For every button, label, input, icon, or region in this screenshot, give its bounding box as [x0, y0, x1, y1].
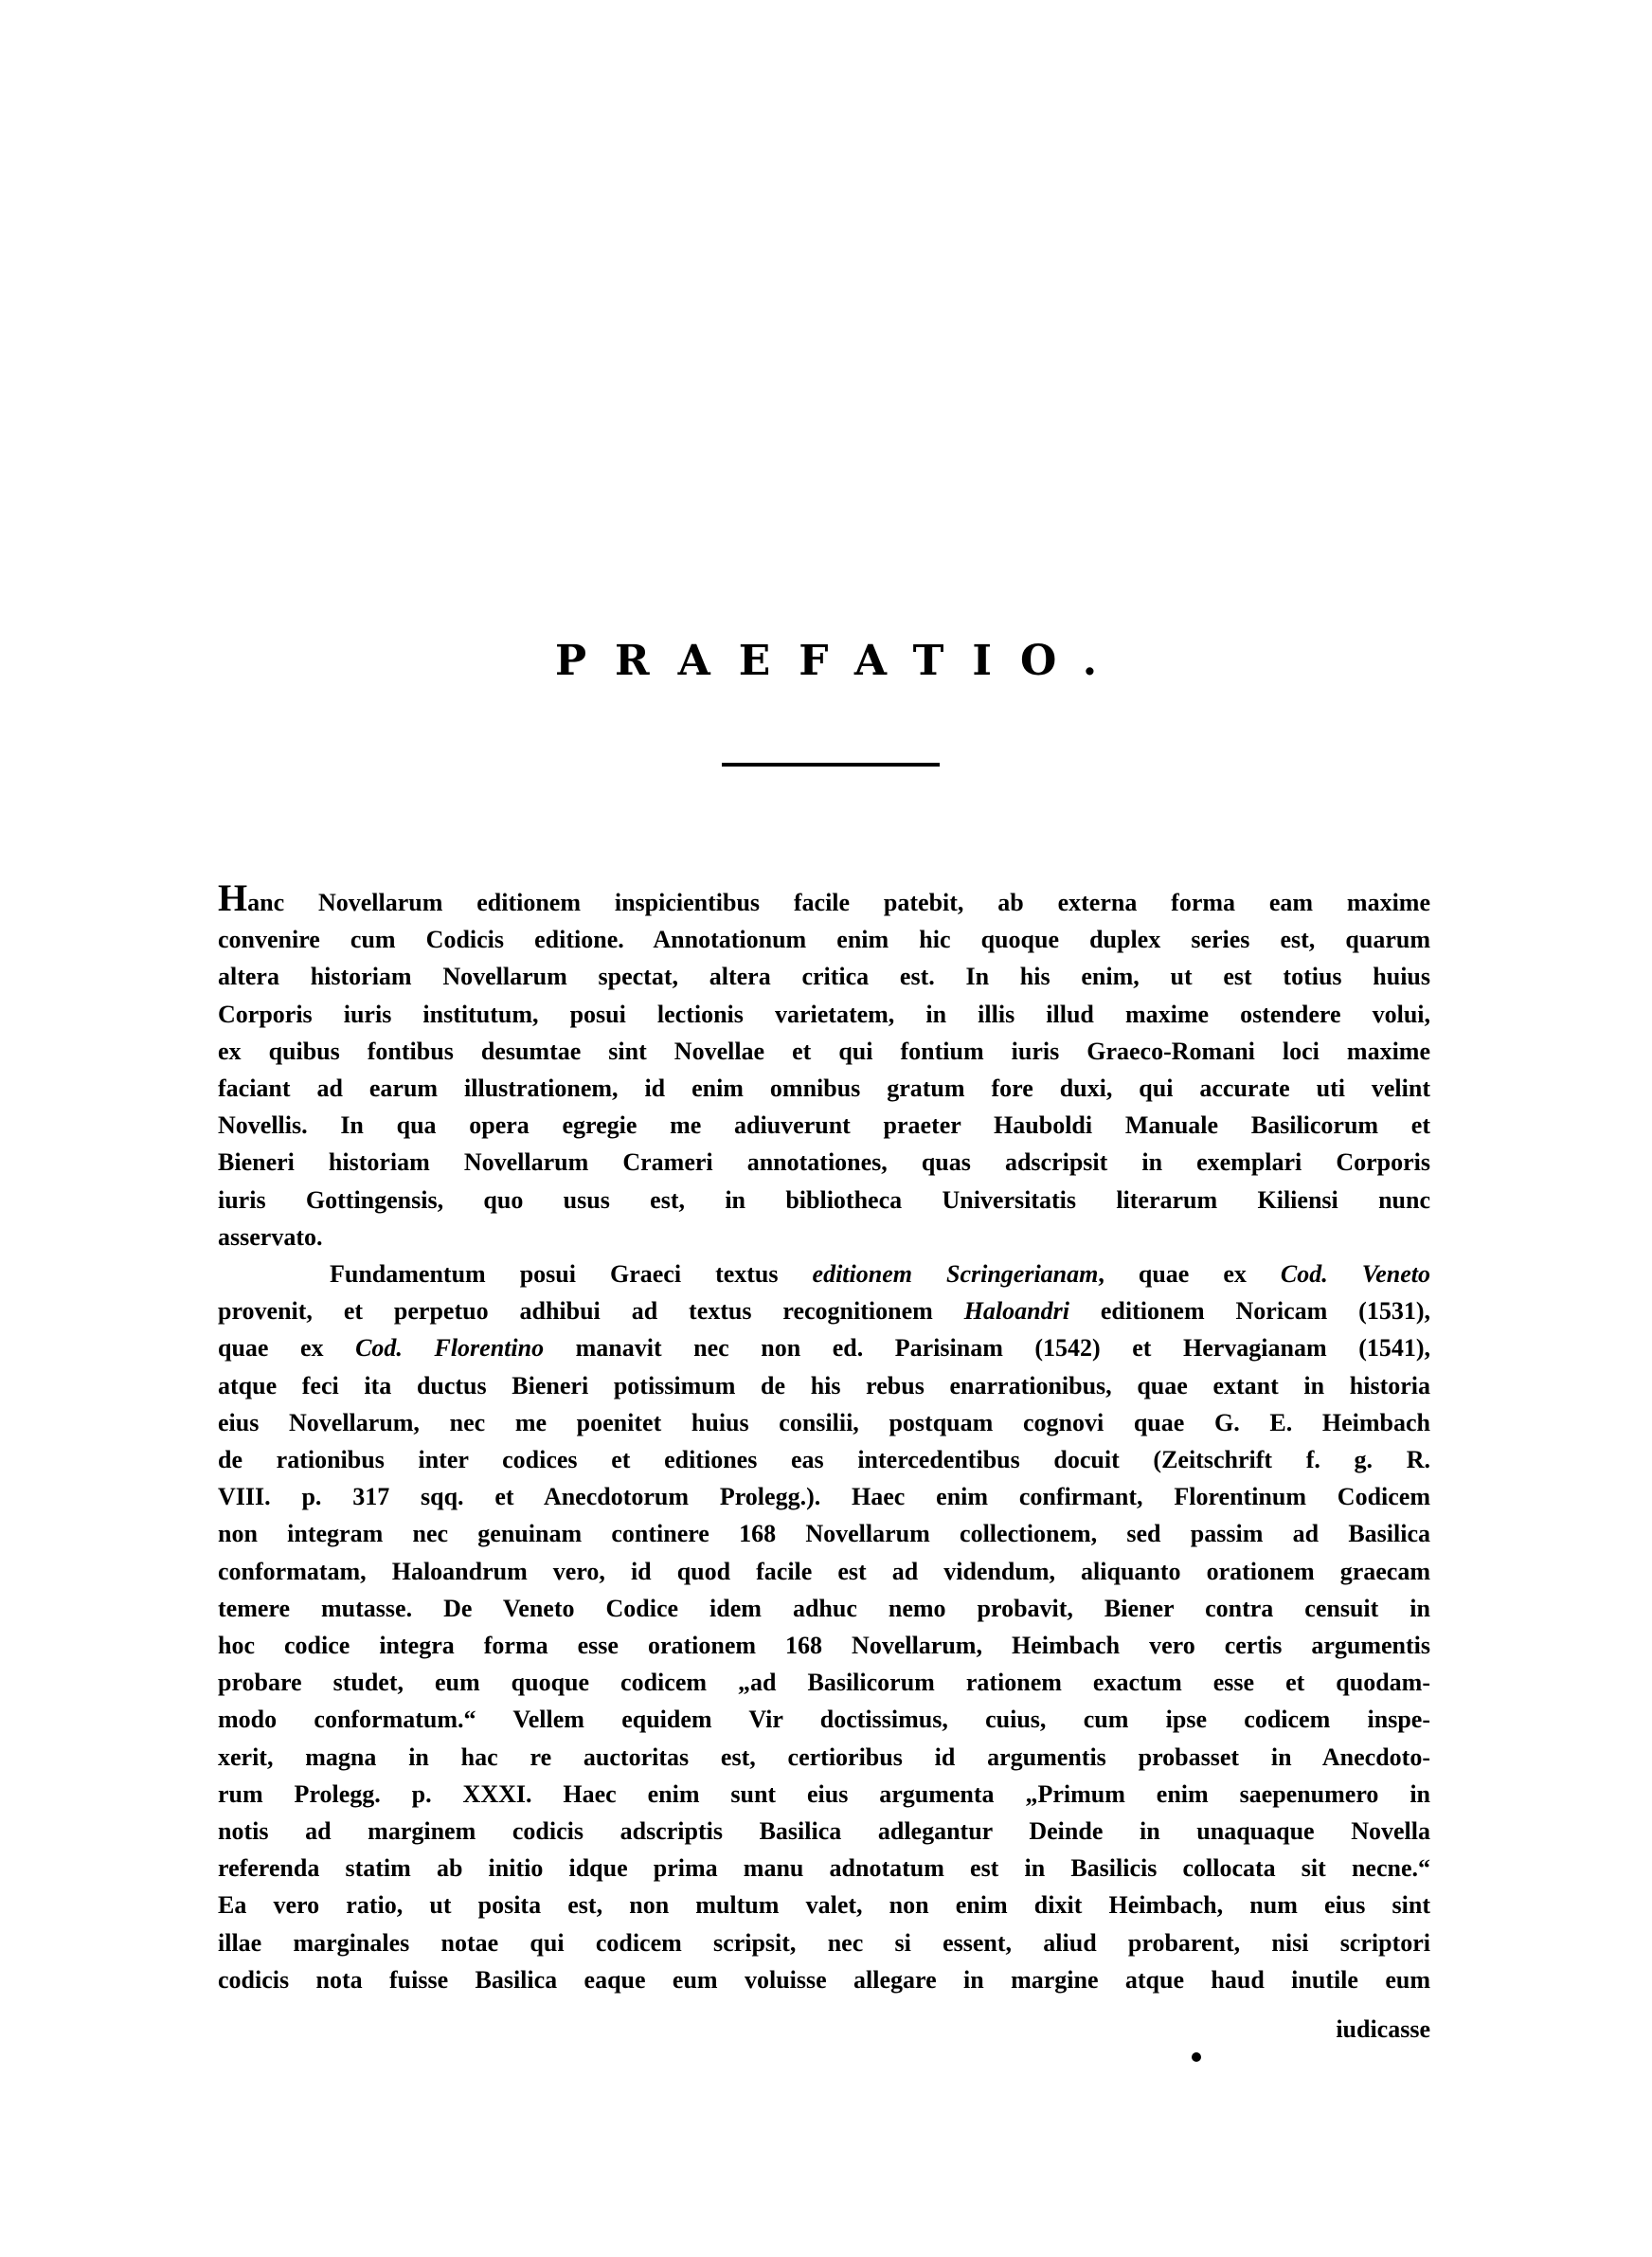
text-line: faciant ad earum illustrationem, id enim omnibus gratum fore duxi, qui accurate uti velint	[218, 1074, 1430, 1103]
text-line: codicis nota fuisse Basilica eaque eum voluisse allegare in margine atque haud inutile eum	[218, 1965, 1430, 1994]
title-rule	[722, 763, 940, 767]
text-line: iuris Gottingensis, quo usus est, in bibliotheca Universitatis literarum Kiliensi nunc	[218, 1185, 1430, 1214]
text-line: altera historiam Novellarum spectat, altera critica est. In his enim, ut est totius huius	[218, 963, 1430, 991]
text-line: eius Novellarum, nec me poenitet huius consilii, postquam cognovi quae G. E. Heimbach	[218, 1408, 1430, 1436]
paragraph-1	[218, 876, 1430, 1255]
text-line: VIII. p. 317 sqq. et Anecdotorum Prolegg.). Haec enim confirmant, Florentinum Codicem	[218, 1483, 1430, 1511]
text-line: hoc codice integra forma esse orationem 168 Novellarum, Heimbach vero certis argumentis	[218, 1632, 1430, 1660]
text-line: xerit, magna in hac re auctoritas est, certioribus id argumentis probasset in Anecdoto-	[218, 1742, 1430, 1771]
text-line: notis ad marginem codicis adscriptis Basilica adlegantur Deinde in unaquaque Novella	[218, 1817, 1430, 1846]
text-line: probare studet, eum quoque codicem „ad Basilicorum rationem exactum esse et quodam-	[218, 1669, 1430, 1697]
italic-term: editionem Scringerianam	[812, 1260, 1099, 1289]
text-line: conformatam, Haloandrum vero, id quod facile est ad videndum, aliquanto orationem graecam	[218, 1557, 1430, 1585]
text-line: Ea vero ratio, ut posita est, non multum valet, non enim dixit Heimbach, num eius sint	[218, 1891, 1430, 1920]
text-line: quae ex Cod. Florentino manavit nec non ed. Parisinam (1542) et Hervagianam (1541),	[218, 1334, 1431, 1363]
preface-body	[218, 876, 1431, 1998]
text-line: modo conformatum.“ Vellem equidem Vir doctissimus, cuius, cum ipse codicem inspe-	[218, 1706, 1430, 1734]
text-line: Fundamentum posui Graeci textus editionem Scringerianam, quae ex Cod. Veneto	[330, 1260, 1430, 1289]
italic-term: Cod. Veneto	[1280, 1260, 1430, 1289]
text-line: Corporis iuris institutum, posui lectionis varietatem, in illis illud maxime ostendere volui,	[218, 1000, 1430, 1028]
text-line: temere mutasse. De Veneto Codice idem adhuc nemo probavit, Biener contra censuit in	[218, 1594, 1430, 1622]
text-line: referenda statim ab initio idque prima manu adnotatum est in Basilicis collocata sit necne.“	[218, 1854, 1430, 1883]
text-line: provenit, et perpetuo adhibui ad textus recognitionem Haloandri editionem Noricam (1531),	[218, 1297, 1430, 1326]
text-line: non integram nec genuinam continere 168 Novellarum collectionem, sed passim ad Basilica	[218, 1520, 1430, 1548]
italic-term: Cod. Florentino	[355, 1334, 545, 1363]
text-line: illae marginales notae qui codicem scripsit, nec si essent, aliud probarent, nisi scriptori	[218, 1928, 1430, 1957]
signature-mark	[1192, 2052, 1201, 2062]
text-line: Hanc Novellarum editionem inspicientibus facile patebit, ab externa forma eam maxime	[218, 876, 1430, 919]
page-title: PRAEFATIO.	[554, 637, 1126, 685]
text-line: Bieneri historiam Novellarum Crameri annotationes, quas adscripsit in exemplari Corporis	[218, 1148, 1430, 1177]
text-line: convenire cum Codicis editione. Annotationum enim hic quoque duplex series est, quarum	[218, 926, 1430, 954]
text-line: de rationibus inter codices et editiones eas intercedentibus docuit (Zeitschrift f. g. R.	[218, 1446, 1430, 1474]
text-line: asservato.	[218, 1222, 323, 1251]
text-line: ex quibus fontibus desumtae sint Novellae et qui fontium iuris Graeco-Romani loci maxime	[218, 1037, 1430, 1065]
text-line: rum Prolegg. p. XXXI. Haec enim sunt eius argumenta „Primum enim saepenumero in	[218, 1779, 1430, 1808]
initial-letter: H	[218, 876, 248, 919]
text-line: atque feci ita ductus Bieneri potissimum de his rebus enarrationibus, quae extant in historia	[218, 1371, 1430, 1399]
text-line: Novellis. In qua opera egregie me adiuverunt praeter Hauboldi Manuale Basilicorum et	[218, 1111, 1430, 1140]
paragraph-2	[218, 1255, 1430, 1998]
italic-term: Haloandri	[963, 1297, 1069, 1326]
catchword: iudicasse	[1336, 2015, 1430, 2043]
